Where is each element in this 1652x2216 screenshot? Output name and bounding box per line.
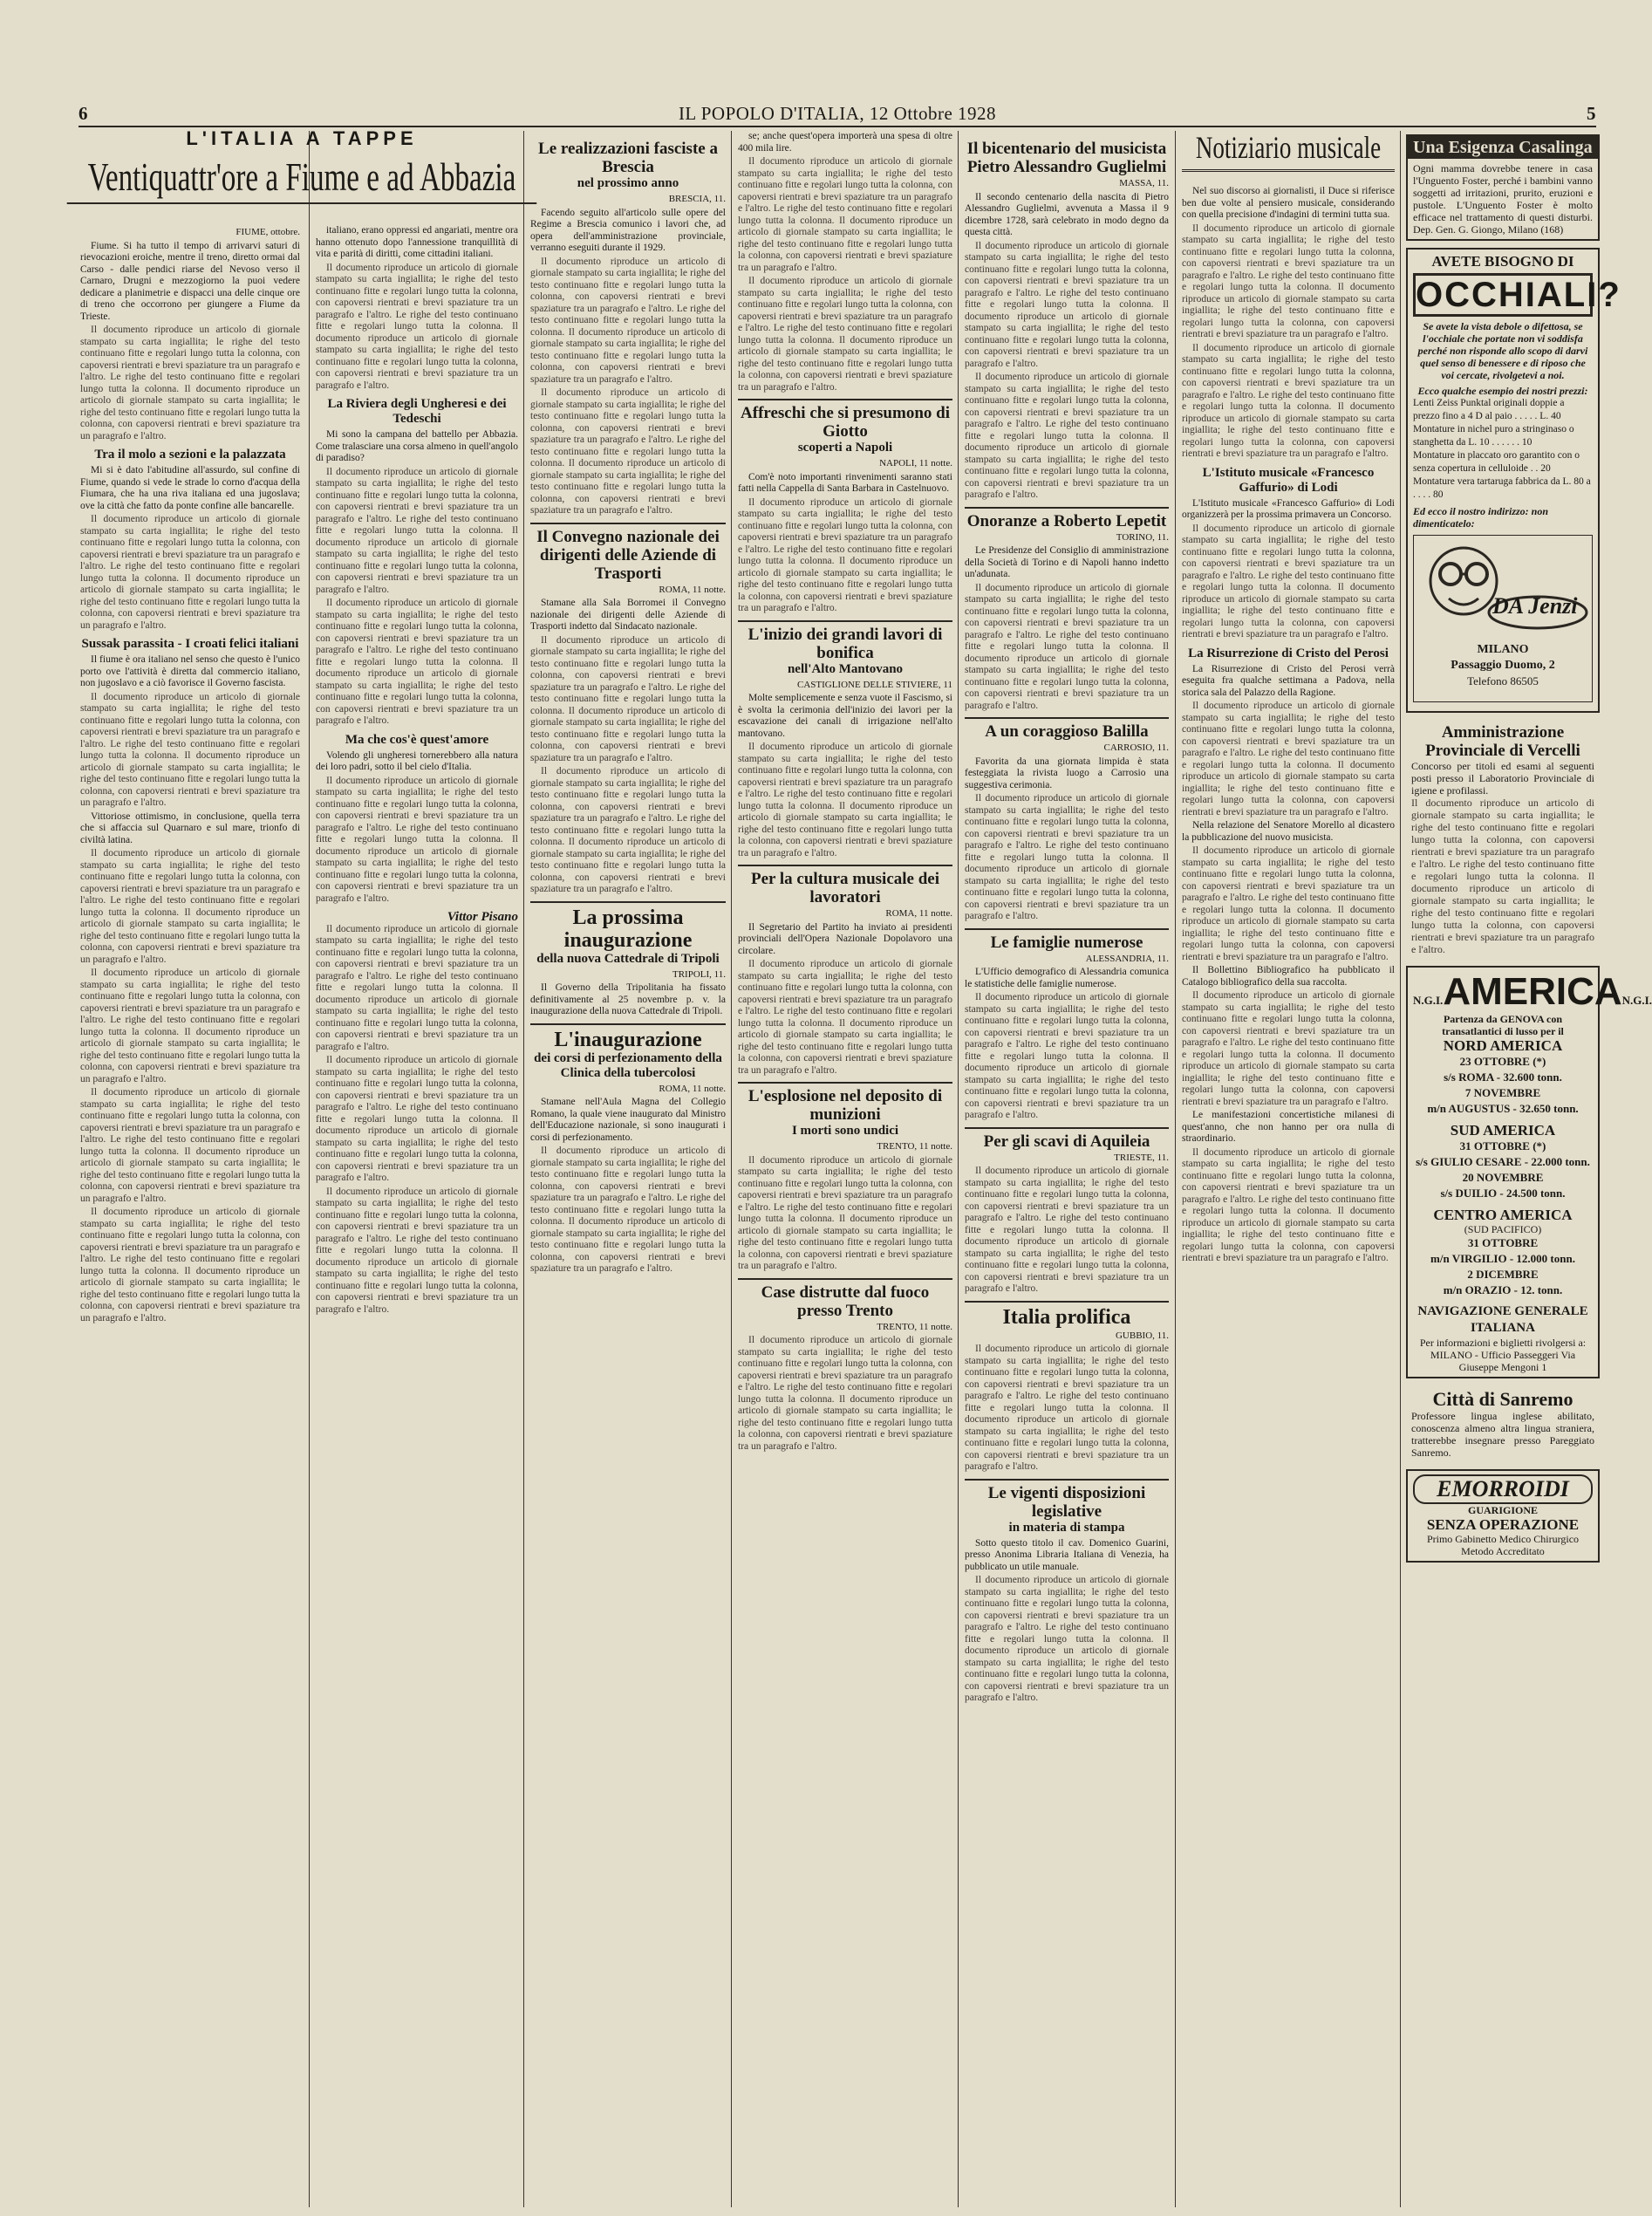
article-paragraph (965, 241, 1169, 371)
article-paragraph (316, 263, 518, 393)
ad-nga-header (1413, 970, 1652, 1013)
column-3 (530, 131, 726, 2207)
ad-ship-row: 23 OTTOBRE (*) (1459, 1055, 1546, 1068)
article-paragraph: Il fiume è ora italiano nel senso che questo è l'unico porto ove l'attività è diretta dal commercio italiano, non jugoslavo e a ciò favorisce il Governo fascista. (80, 654, 300, 688)
article-paragraph: Facendo seguito all'articolo sulle opere del Regime a Brescia comunico i lavori che, ad opera dell'amministrazione provinciale, verranno eseguiti durante il 1929. (530, 207, 726, 253)
article-paragraph: Volendo gli ungheresi tornerebbero alla natura dei loro padri, sotto il bel cielo d'Italia. (316, 749, 518, 772)
article-paragraph: Il Bollettino Bibliografico ha pubblicato il Catalogo bibliografico della sua raccolta. (1182, 965, 1395, 988)
article-paragraph (530, 766, 726, 896)
article-headline: L'inizio dei grandi lavori di bonifica (738, 620, 952, 662)
article-paragraph (80, 692, 300, 810)
dateline: ROMA, 11 notte. (659, 1083, 726, 1094)
dateline: TORINO, 11. (1116, 531, 1169, 543)
column-2 (316, 225, 518, 2206)
ad-title: Amministrazione Provinciale di Vercelli (1425, 723, 1580, 760)
ad-vercelli (1406, 720, 1600, 959)
ad-body: Primo Gabinetto Medico Chirurgico Metodo Accreditato (1426, 1533, 1580, 1557)
dateline: BRESCIA, 11. (668, 194, 726, 204)
article-paragraph: Le Presidenze del Consiglio di amministrazione della Società di Torino e di Napoli hanno indetto un'adunata. (965, 545, 1169, 579)
dateline: ROMA, 11 notte. (659, 584, 726, 595)
article-subhead: dei corsi di perfezionamento della Clinica della tubercolosi (534, 1050, 722, 1080)
article-headline: A un coraggioso Balilla (965, 717, 1169, 741)
optician-city: MILANO (1477, 643, 1529, 656)
ad-occhiali (1406, 248, 1621, 713)
article-paragraph (738, 1335, 952, 1453)
dateline: CARROSIO, 11. (1103, 742, 1169, 753)
optician-logo (1413, 535, 1593, 702)
article-paragraph (738, 276, 952, 393)
article-paragraph (965, 372, 1169, 502)
article-paragraph: italiano, erano oppressi ed angariati, mentre ora hanno ottenuto dopo l'annessione tranquillità di vita e parità di diritti, come cittadini italiani. (316, 225, 518, 259)
ad-ship-row: 2 DICEMBRE (1467, 1268, 1539, 1281)
ad-big: SENZA OPERAZIONE (1426, 1516, 1580, 1533)
face-with-glasses-icon (1416, 536, 1590, 640)
divider (1182, 169, 1395, 181)
article-paragraph (1182, 223, 1395, 341)
article-headline: Onoranze a Roberto Lepetit (965, 507, 1169, 530)
column-rule (731, 131, 732, 2207)
ad-contact: MILANO - Ufficio Passeggeri Via Giuseppe Mengoni 1 (1430, 1349, 1576, 1373)
article-subhead: della nuova Cattedrale di Tripoli (536, 951, 720, 966)
price-item: Lenti Zeiss Punktal originali doppie a prezzo fino a 4 D al paio . . . . . L. 40 (1413, 398, 1565, 421)
column-5 (965, 131, 1169, 2207)
article-paragraph (738, 1155, 952, 1273)
ad-title: EMORROIDI (1413, 1474, 1593, 1504)
article-paragraph (1182, 701, 1395, 818)
dateline: ROMA, 11 notte. (885, 908, 952, 919)
column-rule (523, 131, 524, 2207)
ad-body-filler (1411, 797, 1594, 955)
article-paragraph: Il Segretario del Partito ha inviato ai presidenti provinciali dell'Opera Nazionale Dopolavoro una circolare. (738, 921, 952, 956)
article-paragraph (316, 776, 518, 906)
column-4 (738, 131, 952, 2207)
article-headline: Le vigenti disposizioni legislative (965, 1479, 1169, 1521)
column-1 (80, 225, 300, 2206)
article-paragraph (316, 924, 518, 1054)
ad-ship-row: s/s GIULIO CESARE - 22.000 tonn. (1416, 1155, 1590, 1168)
article-paragraph: Le manifestazioni concertistiche milanesi di quest'anno, che non hanno per ora nulla di straordinario. (1182, 1110, 1395, 1144)
column-rule (1175, 131, 1176, 2207)
byline: Vittor Pisano (447, 910, 518, 924)
article-headline: Affreschi che si presumono di Giotto (738, 399, 952, 441)
ad-nga-tag: N.G.I. (1621, 994, 1652, 1007)
price-item: Montature vera tartaruga fabbrica da L. 80 a . . . . 80 (1413, 476, 1591, 500)
article-paragraph (530, 1146, 726, 1276)
ad-body: Professore lingua inglese abilitato, conoscenza almeno altra lingua straniera, tratterebbe insegnare presso Pareggiato Sanremo. (1411, 1410, 1594, 1459)
ad-body: Ogni mamma dovrebbe tenere in casa l'Unguento Foster, perché i bambini vanno soggetti ad irritazioni, prurito, eruzioni e pustole. L'Unguento Foster è molto efficace nel trattamento di questi disturbi. Dep. Gen. G. Giongo, Milano (168) (1413, 162, 1593, 236)
ad-emorroidi (1406, 1469, 1600, 1563)
ad-prices-title: Ecco qualche esempio dei nostri prezzi: (1417, 385, 1588, 397)
ad-ship-row: m/n ORAZIO - 12. tonn. (1443, 1283, 1563, 1296)
article-paragraph (530, 635, 726, 765)
kicker: L'ITALIA A TAPPE (186, 127, 418, 149)
ad-nga-tag: N.G.I. (1413, 994, 1444, 1007)
article-paragraph (738, 959, 952, 1077)
ad-subtitle: Partenza da GENOVA con transatlantici di lusso per il (1442, 1013, 1564, 1037)
dateline: GUBBIO, 11. (1115, 1330, 1169, 1341)
ad-note: Ed ecco il nostro indirizzo: non dimenticatelo: (1413, 505, 1549, 530)
article-paragraph (1182, 523, 1395, 641)
optician-address: Passaggio Duomo, 2 (1451, 659, 1555, 672)
article-paragraph: Molte semplicemente e senza vuote il Fascismo, si è svolta la cerimonia dell'inizio dei lavori per la escavazione dei canali di irrigazione nell'alto mantovano. (738, 693, 952, 739)
article-subhead: nel prossimo anno (577, 176, 679, 190)
ad-head: AVETE BISOGNO DI (1431, 253, 1574, 270)
article-paragraph (965, 583, 1169, 713)
optician-phone: Telefono 86505 (1467, 674, 1539, 687)
ad-title: Una Esigenza Casalinga (1408, 136, 1598, 159)
masthead (79, 103, 1596, 127)
article-paragraph (530, 387, 726, 517)
article-subhead: I morti sono undici (791, 1124, 899, 1138)
column-rule (958, 131, 959, 2207)
article-headline: Le famiglie numerose (965, 928, 1169, 952)
article-headline: Il bicentenario del musicista Pietro Alessandro Guglielmi (966, 140, 1167, 176)
article-headline: Per gli scavi di Aquileia (965, 1127, 1169, 1151)
ad-ship-row: m/n VIRGILIO - 12.000 tonn. (1430, 1252, 1575, 1265)
article-paragraph (1182, 1147, 1395, 1265)
column-rule (1400, 131, 1401, 2207)
article-paragraph: Mi sono la campana del battello per Abbazia. Come tralasciare una corsa almeno in quell'angolo di paradiso? (316, 429, 518, 463)
page-number-left: 6 (79, 103, 88, 124)
ad-sub: GUARIGIONE (1467, 1504, 1538, 1516)
ad-ship-row: 7 NOVEMBRE (1464, 1086, 1541, 1099)
article-paragraph (530, 256, 726, 386)
ad-ship-row: s/s DUILIO - 24.500 tonn. (1440, 1187, 1566, 1200)
ad-route: NORD AMERICA (1443, 1037, 1563, 1054)
dateline: MASSA, 11. (1119, 178, 1169, 188)
dateline: TRIESTE, 11. (1114, 1152, 1169, 1163)
ad-contact: Per informazioni e biglietti rivolgersi a: (1419, 1337, 1587, 1349)
article-headline: Per la cultura musicale dei lavoratori (738, 865, 952, 906)
article-paragraph (1182, 845, 1395, 963)
article-headline: Le realizzazioni fasciste a Brescia (538, 140, 718, 176)
article-paragraph (80, 1087, 300, 1205)
ad-ship-row: 31 OTTOBRE (1467, 1236, 1539, 1249)
article-paragraph (80, 968, 300, 1085)
article-paragraph (80, 325, 300, 442)
ad-route: CENTRO AMERICA (1433, 1207, 1573, 1223)
column-7-ads (1406, 131, 1652, 2207)
crosshead: La Risurrezione di Cristo del Perosi (1188, 646, 1389, 660)
article-subhead: scoperti a Napoli (797, 441, 893, 455)
dateline: TRENTO, 11 notte. (877, 1321, 952, 1332)
article-headline: Italia prolifica (965, 1301, 1169, 1329)
article-headline: La prossima inaugurazione (530, 901, 726, 952)
article-paragraph: Stamane alla Sala Borromei il Convegno nazionale dei dirigenti delle Aziende di Trasporti indetto dal Sindacato nazionale. (530, 598, 726, 632)
article-headline: Il Convegno nazionale dei dirigenti delle Aziende di Trasporti (530, 523, 726, 583)
column-rule (309, 131, 310, 2207)
article-paragraph (316, 1187, 518, 1317)
price-item: Montature in placcato oro garantito con o senza copertura in celluloide . . 20 (1413, 450, 1580, 474)
article-paragraph: Nella relazione del Senatore Morello al dicastero la pubblicazione del nuovo musicista. (1182, 820, 1395, 843)
article-paragraph (1182, 343, 1395, 461)
crosshead: La Riviera degli Ungheresi e dei Tedeschi (327, 397, 507, 426)
crosshead: Ma che cos'è quest'amore (345, 732, 489, 747)
article-headline: Case distrutte dal fuoco presso Trento (738, 1278, 952, 1320)
article-paragraph (965, 1166, 1169, 1296)
article-paragraph: Mi si è dato l'abitudine all'assurdo, sul confine di Fiume, quando si vede le strade lo corno d'acqua della Fiumara, che ha una riva italiana ed una jugoslava; ove la città che fatto da ponte confine alle bancarelle. (80, 465, 300, 511)
article-paragraph: La Risurrezione di Cristo del Perosi verrà eseguita fra qualche settimana a Padova, nella storica sala del Palazzo della Ragione. (1182, 663, 1395, 698)
ad-navigazione (1406, 966, 1652, 1378)
article-paragraph (316, 1055, 518, 1185)
dateline: ALESSANDRIA, 11. (1085, 953, 1169, 964)
article-subhead: nell'Alto Mantovano (787, 661, 904, 676)
ad-price-list (1413, 397, 1593, 502)
article-headline: L'esplosione nel deposito di munizioni (738, 1082, 952, 1124)
ad-ship-row: m/n AUGUSTUS - 32.650 tonn. (1427, 1102, 1579, 1115)
article-paragraph (80, 514, 300, 632)
ad-ship-row: 20 NOVEMBRE (1462, 1171, 1544, 1184)
article-paragraph: Stamane nell'Aula Magna del Collegio Romano, la quale viene inaugurato dal Ministro dell'Educazione nazionale, si sono inaugurati i corsi di perfezionamento. (530, 1097, 726, 1143)
article-paragraph: L'Istituto musicale «Francesco Gaffurio» di Lodi organizzerà per la prossima primavera un Concorso. (1182, 497, 1395, 520)
page-number-right: 5 (1587, 103, 1596, 124)
article-paragraph (738, 497, 952, 615)
dateline: FIUME, ottobre. (236, 227, 300, 237)
article-paragraph: se; anche quest'opera importerà una spesa di oltre 400 mila lire. (738, 131, 952, 154)
article-paragraph (965, 793, 1169, 923)
ad-title: Città di Sanremo (1432, 1388, 1573, 1410)
dateline: NAPOLI, 11 notte. (879, 458, 952, 469)
article-subhead: in materia di stampa (1008, 1520, 1125, 1535)
ad-route-sub: (SUD PACIFICO) (1464, 1223, 1542, 1235)
article-paragraph: Favorita da una giornata limpida è stata festeggiata la rivista luogo a Carrosio una suggestiva cerimonia. (965, 756, 1169, 790)
article-paragraph (738, 742, 952, 859)
dateline: CASTIGLIONE DELLE STIVIERE, 11 (796, 679, 952, 690)
article-paragraph (738, 156, 952, 274)
article-paragraph (965, 1344, 1169, 1474)
feature-headline-box (80, 154, 523, 218)
dateline: TRENTO, 11 notte. (877, 1141, 952, 1152)
ad-route: SUD AMERICA (1450, 1122, 1556, 1139)
article-paragraph: Vittoriose ottimismo, in conclusione, quella terra che si affaccia sul Quarnaro e sul mare, trionfo di civiltà latina. (80, 810, 300, 845)
article-paragraph: Il Governo della Tripolitania ha fissato definitivamente al 25 novembre p. v. la inaugurazione della nuova Cattedrale di Tripoli. (530, 982, 726, 1016)
article-paragraph: Fiume. Si ha tutto il tempo di arrivarvi saturi di rievocazioni eroiche, mentre il treno, diretto ormai dal Carso - dalle pendici riarse del Nevoso verso il Carnaro, Drugni e mezzogiorno la puoi vedere dedicare a planimetrie e dispacci una delle cinque ore di treno che occorrono per giungere a Fiume da Trieste. (80, 240, 300, 322)
dateline: TRIPOLI, 11. (672, 968, 726, 980)
ad-nga-title: AMERICA (1443, 970, 1622, 1013)
article-paragraph (316, 467, 518, 597)
section-title: Notiziario musicale (1195, 130, 1382, 165)
optician-logo-text: DA Jenzi (1492, 593, 1578, 619)
ad-body: Se avete la vista debole o difettosa, se l'occhiale che portate non vi soddisfa perché non risponde allo scopo di darvi quel senso di benessere e di riposo che voi cercate, rivolgetevi a noi. (1417, 320, 1588, 381)
article-paragraph (965, 1575, 1169, 1705)
article-paragraph (80, 1207, 300, 1324)
article-paragraph: Com'è noto importanti rinvenimenti saranno stati fatti nella Cappella di Santa Barbara in Castelnuovo. (738, 471, 952, 494)
ad-body: Concorso per titoli ed esami al seguenti posti presso il Laboratorio Provinciale di igiene e profilassi. (1411, 760, 1594, 797)
column-6 (1182, 131, 1395, 2207)
article-paragraph: L'Ufficio demografico di Alessandria comunica le statistiche delle famiglie numerose. (965, 967, 1169, 989)
article-paragraph (1182, 990, 1395, 1108)
article-headline: L'inaugurazione (530, 1023, 726, 1051)
crosshead: Sussak parassita - I croati felici italiani (81, 637, 299, 651)
ad-company: NAVIGAZIONE GENERALE ITALIANA (1417, 1304, 1588, 1335)
article-paragraph: Nel suo discorso ai giornalisti, il Duce si riferisce ben due volte al pensiero musicale, considerando con quella precisione d'indagini di termini tutta sua. (1182, 186, 1395, 220)
article-paragraph (965, 992, 1169, 1122)
ad-occhiali-title: OCCHIALI? (1413, 273, 1593, 317)
feature-headline: Ventiquattr'ore a Fiume e ad Abbazia (67, 157, 537, 204)
ad-ship-row: 31 OTTOBRE (*) (1459, 1139, 1546, 1152)
newspaper-title-date: IL POPOLO D'ITALIA, 12 Ottobre 1928 (678, 103, 997, 124)
crosshead: L'Istituto musicale «Francesco Gaffurio» di Lodi (1202, 465, 1375, 495)
ad-sanremo (1406, 1385, 1600, 1462)
price-item: Montature in nichel puro a stringinaso o stanghetta da L. 10 . . . . . . 10 (1413, 424, 1574, 448)
article-paragraph: Sotto questo titolo il cav. Domenico Guarini, presso Anonima Libraria Italiana di Venezia, ha pubblicato un utile manuale. (965, 1537, 1169, 1572)
article-paragraph (316, 598, 518, 728)
crosshead: Tra il molo a sezioni e la palazzata (94, 448, 286, 462)
ad-unguento-foster (1406, 134, 1600, 241)
article-paragraph: Il secondo centenario della nascita di Pietro Alessandro Guglielmi, avvenuta a Massa il 9 dicembre 1728, sarà celebrato in modo degno da questa città. (965, 191, 1169, 237)
article-paragraph (80, 848, 300, 966)
ad-ship-row: s/s ROMA - 32.600 tonn. (1444, 1070, 1562, 1084)
